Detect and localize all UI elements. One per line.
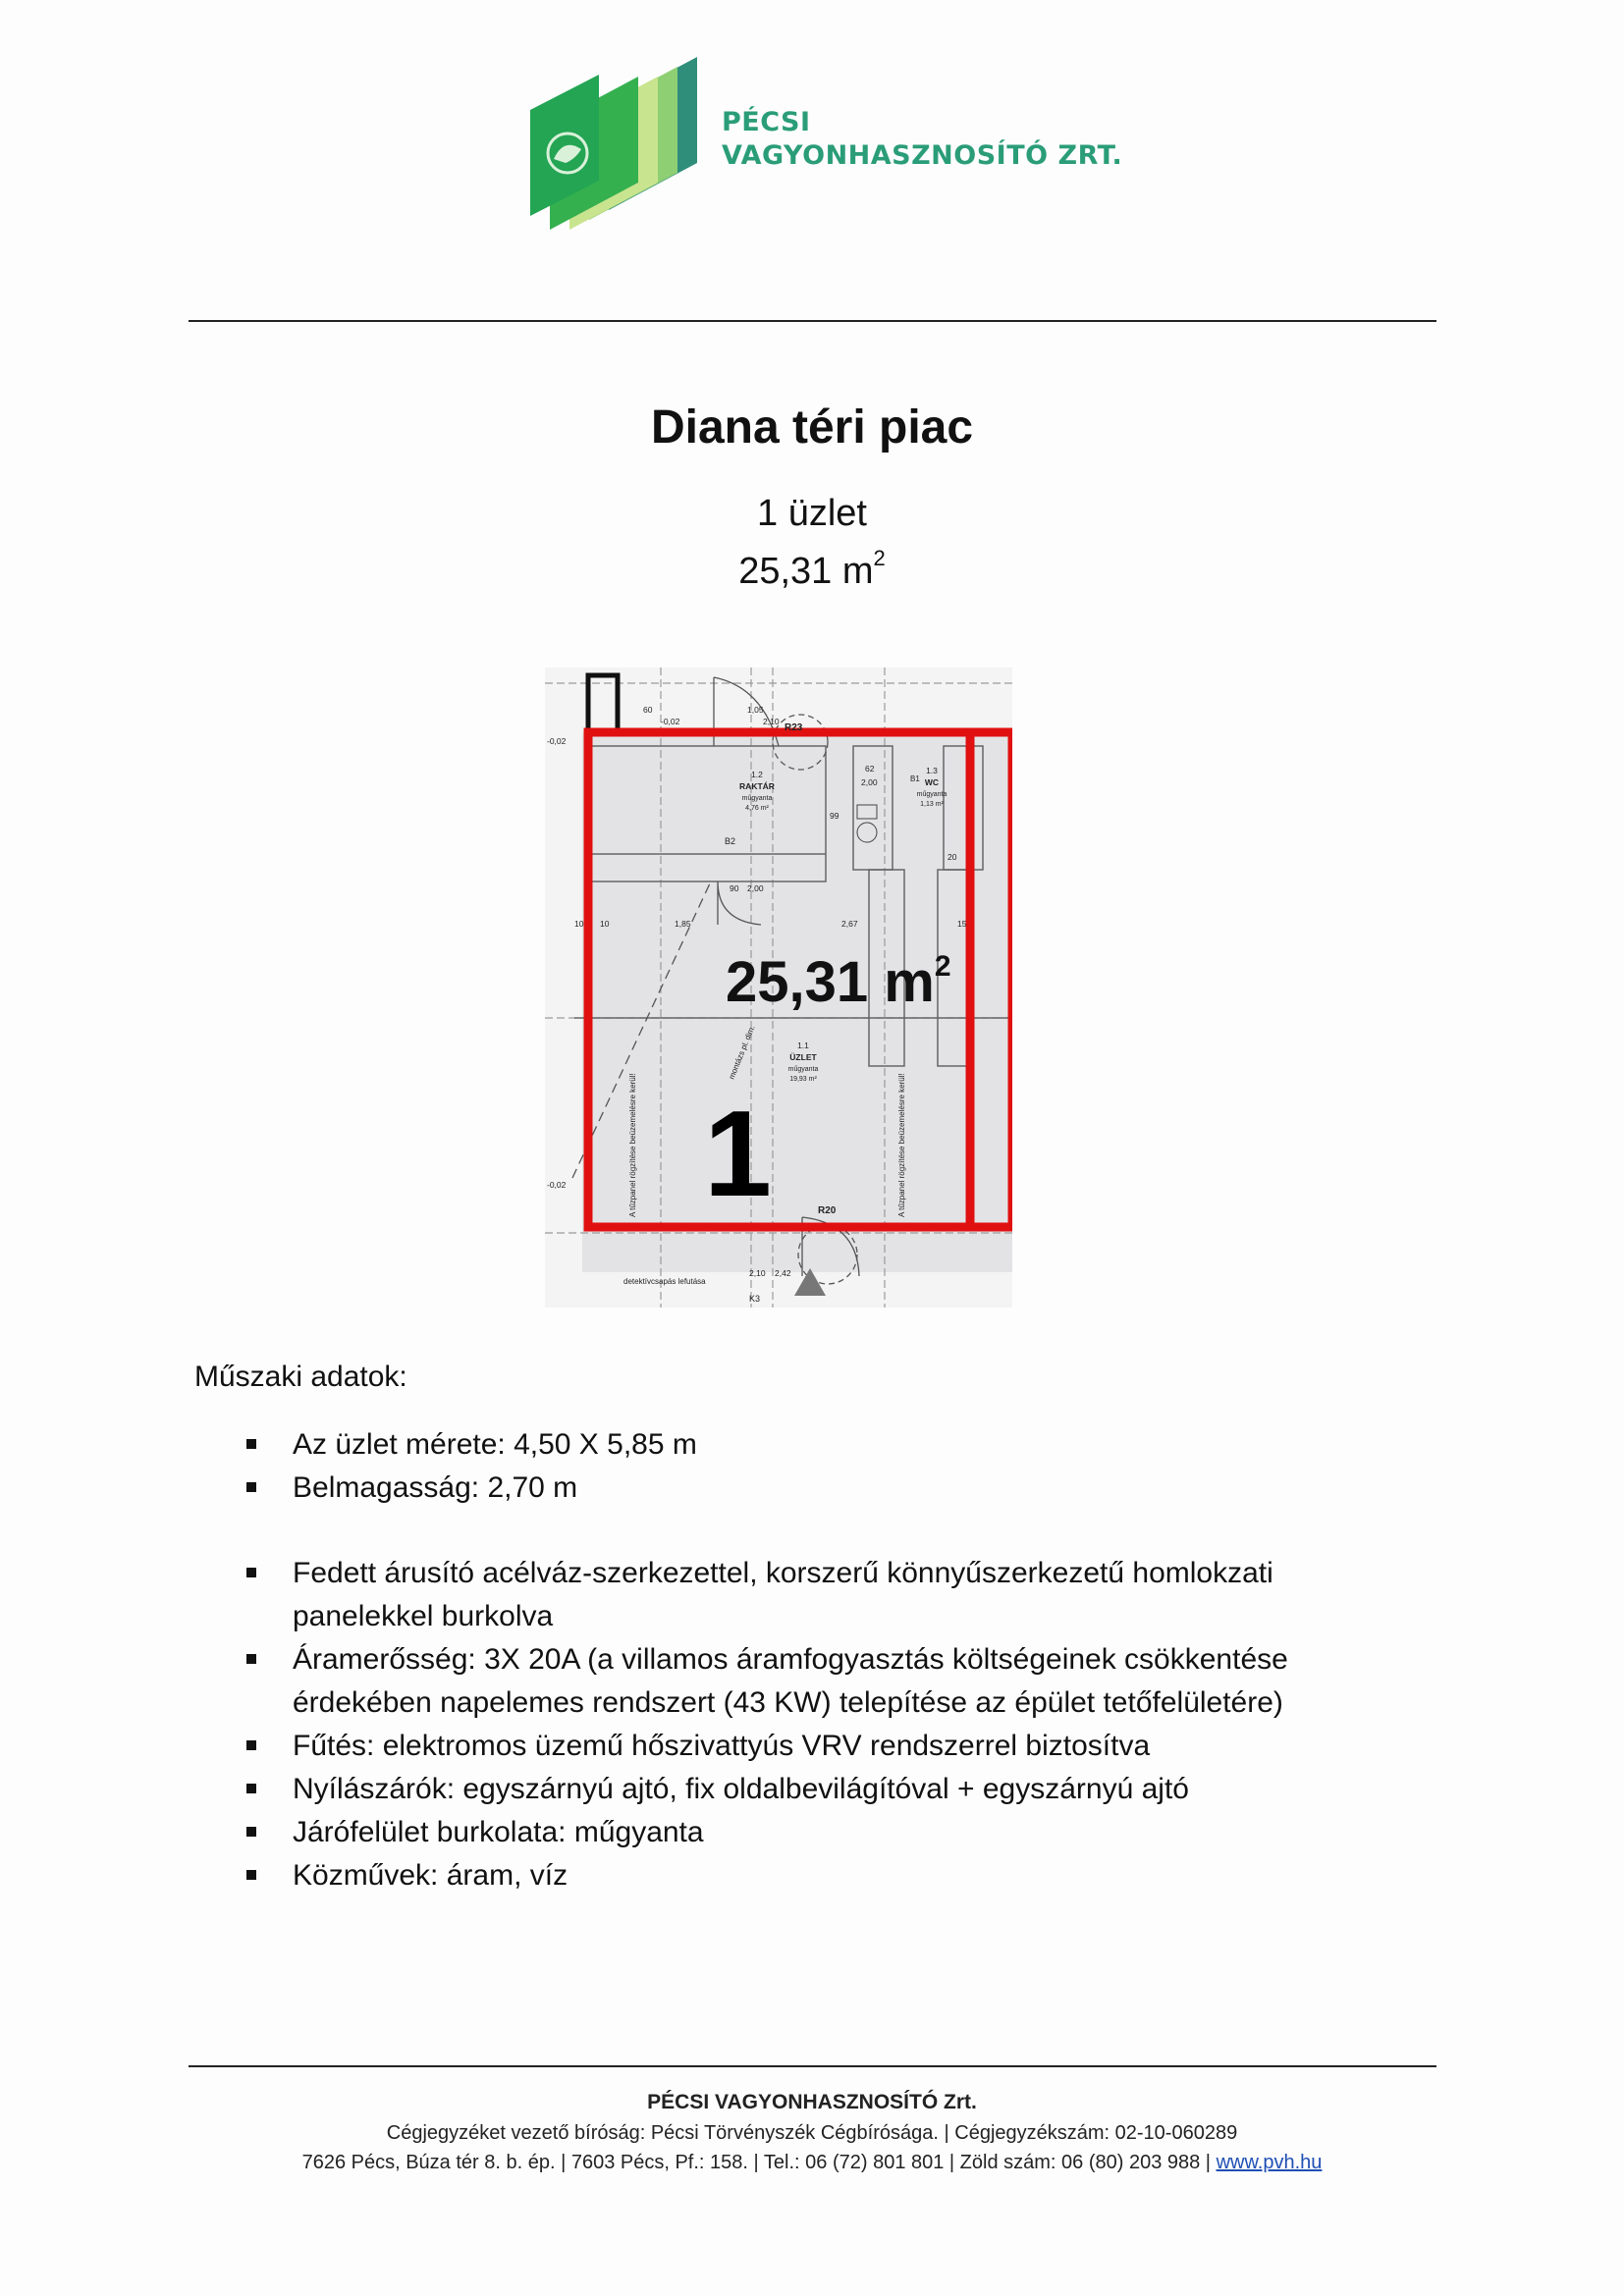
room-name: WC bbox=[924, 777, 940, 787]
spec-item: Fűtés: elektromos üzemű hőszivattyús VRV rendszerrel biztosítva bbox=[244, 1725, 1382, 1768]
plan-dim-label: 1,85 bbox=[675, 919, 691, 929]
website-link[interactable]: www.pvh.hu bbox=[1216, 2152, 1323, 2173]
room-material: műgyanta bbox=[741, 795, 773, 802]
unit-area bbox=[0, 546, 1624, 593]
room-area: 4,76 m² bbox=[745, 805, 769, 812]
room-name: RAKTÁR bbox=[739, 781, 775, 791]
room-material: műgyanta bbox=[787, 1066, 819, 1073]
plan-note: detektívcsapás lefutása bbox=[623, 1277, 706, 1286]
plan-note: A tűzpanel rögzítése beüzemelésre kerül! bbox=[897, 1073, 906, 1217]
footer-company: PÉCSI VAGYONHASZNOSÍTÓ Zrt. bbox=[647, 2091, 977, 2113]
plan-dim-label: 10 bbox=[600, 919, 610, 929]
unit-count: 1 üzlet bbox=[757, 493, 867, 534]
plan-note: montázs pl. dim. bbox=[727, 1024, 757, 1081]
plan-tag: B2 bbox=[725, 836, 736, 846]
specs-list bbox=[244, 1423, 1382, 1897]
plan-door-tag: R23 bbox=[785, 722, 803, 733]
plan-dim-label: 15 bbox=[957, 919, 967, 929]
room-material: műgyanta bbox=[916, 791, 947, 798]
plan-area-value: 25,31 m bbox=[726, 950, 935, 1014]
spec-item: Belmagasság: 2,70 m bbox=[244, 1467, 1382, 1510]
header-rule bbox=[189, 320, 1436, 322]
plan-door-tag: R20 bbox=[818, 1205, 837, 1216]
spec-item: Fedett árusító acélváz-szerkezettel, korszerű könnyűszerkezetű homlokzati panelekkel burkolva bbox=[244, 1552, 1382, 1638]
plan-dim-label: 99 bbox=[830, 811, 839, 821]
plan-dim-label: 1,05 bbox=[747, 705, 764, 715]
spec-item: Közművek: áram, víz bbox=[244, 1854, 1382, 1897]
logo-line-1: PÉCSI bbox=[722, 107, 811, 137]
room-name: ÜZLET bbox=[789, 1052, 817, 1062]
logo-text bbox=[722, 106, 1122, 173]
room-code: 1.3 bbox=[926, 766, 938, 775]
plan-dim-label: 62 bbox=[865, 764, 875, 774]
plan-area-superscript: 2 bbox=[934, 950, 951, 983]
plan-dim-label: 10 bbox=[574, 919, 584, 929]
logo-line-2: VAGYONHASZNOSÍTÓ ZRT. bbox=[722, 140, 1123, 171]
footer-registry: Cégjegyzéket vezető bíróság: Pécsi Törvényszék Cégbírósága. | Cégjegyzékszám: 02-10-060289 bbox=[386, 2122, 1238, 2144]
plan-dim-label: 2,67 bbox=[841, 919, 858, 929]
unit-area-superscript: 2 bbox=[873, 546, 886, 570]
plan-tag: B1 bbox=[910, 774, 920, 783]
plan-dim-label: -0,02 bbox=[547, 1180, 567, 1190]
spec-item: Áramerősség: 3X 20A (a villamos áramfogyasztás költségeinek csökkentése érdekében napelemes rendszert (43 KW) telepítése az épület tetőfelületére) bbox=[244, 1638, 1382, 1725]
footer-rule bbox=[189, 2065, 1436, 2067]
plan-dim-label: -0,02 bbox=[661, 717, 680, 726]
spec-item: Nyílászárók: egyszárnyú ajtó, fix oldalbevilágítóval + egyszárnyú ajtó bbox=[244, 1768, 1382, 1811]
plan-dim-label: -0,02 bbox=[547, 736, 567, 746]
plan-dim-label: 60 bbox=[643, 705, 653, 715]
room-code: 1.1 bbox=[797, 1041, 809, 1050]
room-area: 19,93 m² bbox=[789, 1076, 817, 1083]
plan-unit-number: 1 bbox=[704, 1087, 772, 1222]
plan-dim-label: 2,10 bbox=[763, 717, 780, 726]
footer-contact-text: 7626 Pécs, Búza tér 8. b. ép. | 7603 Pécs, Pf.: 158. | Tel.: 06 (72) 801 801 | Zöld szám: 06 (80) 203 988 | bbox=[301, 2152, 1217, 2173]
room-code: 1.2 bbox=[751, 770, 763, 779]
plan-dim-label: 20 bbox=[947, 852, 957, 862]
plan-dim-label: 2,00 bbox=[861, 777, 878, 787]
footer-contact bbox=[0, 2152, 1624, 2174]
plan-dim-label: 2,42 bbox=[775, 1268, 791, 1278]
plan-dim-label: 90 bbox=[730, 883, 739, 893]
page-title: Diana téri piac bbox=[650, 401, 974, 454]
floor-plan bbox=[545, 667, 1012, 1308]
specs-heading: Műszaki adatok: bbox=[194, 1361, 407, 1393]
plan-area-label bbox=[726, 950, 951, 1014]
plan-tag: K3 bbox=[749, 1294, 761, 1304]
plan-note: A tűzpanel rögzítése beüzemelésre kerül! bbox=[628, 1073, 637, 1217]
spec-item: Az üzlet mérete: 4,50 X 5,85 m bbox=[244, 1423, 1382, 1467]
spec-item: Járófelület burkolata: műgyanta bbox=[244, 1811, 1382, 1854]
room-area: 1,13 m² bbox=[920, 801, 944, 808]
unit-area-value: 25,31 m bbox=[738, 551, 874, 592]
plan-dim-label: 2,10 bbox=[749, 1268, 766, 1278]
plan-dim-label: 2,00 bbox=[747, 883, 764, 893]
